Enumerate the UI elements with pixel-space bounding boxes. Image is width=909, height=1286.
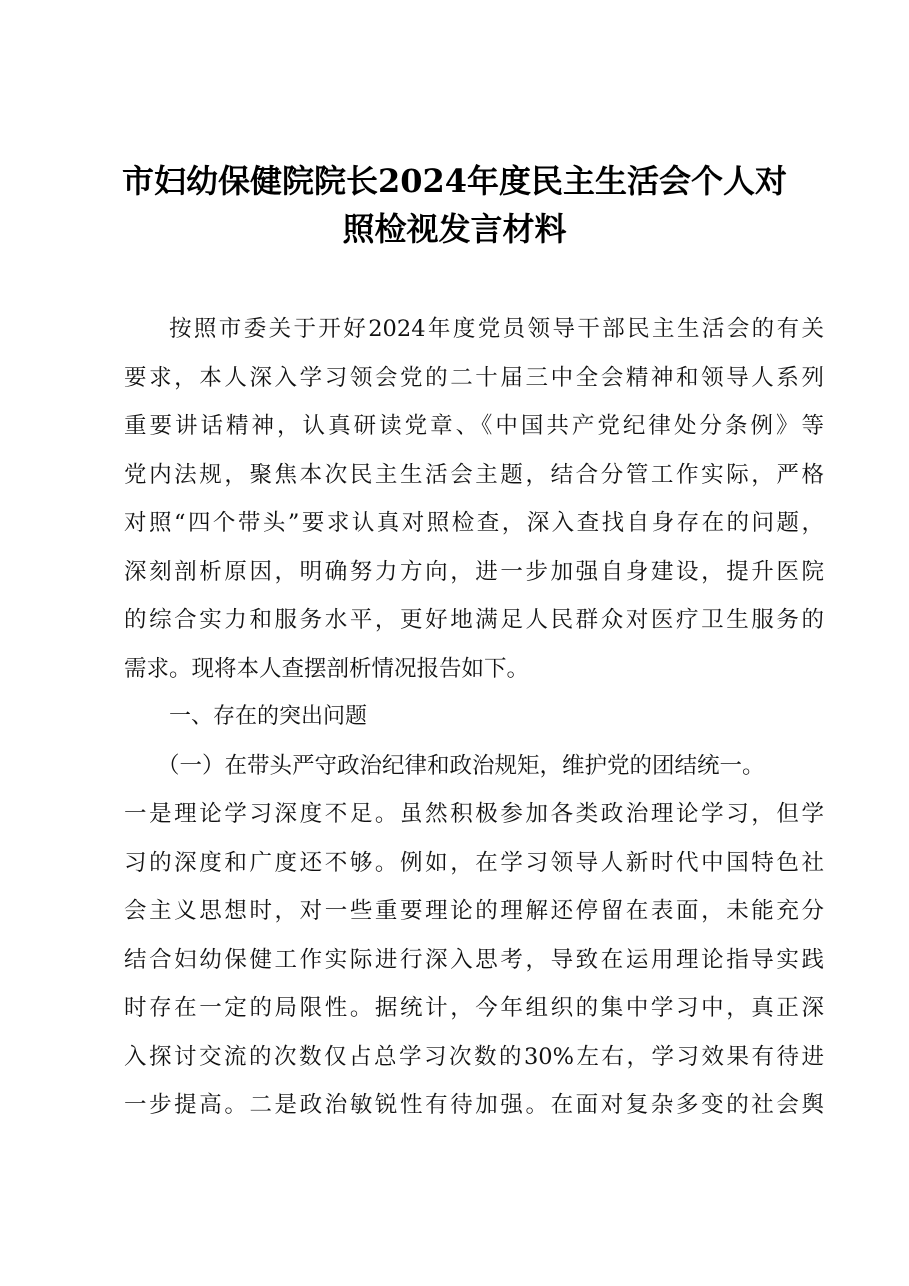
paragraph-2-line-7: 一步提高。二是政治敏锐性有待加强。在面对复杂多变的社会舆 — [124, 1092, 824, 1118]
paragraph-1-line-8: 需求。现将本人查摆剖析情况报告如下。 — [124, 655, 530, 682]
document-title — [80, 157, 829, 253]
paragraph-1-line-4: 党内法规，聚焦本次民主生活会主题，结合分管工作实际，严格 — [124, 461, 824, 488]
paragraph-2-line-1: 一是理论学习深度不足。虽然积极参加各类政治理论学习，但学 — [124, 801, 824, 827]
paragraph-2-line-3: 会主义思想时，对一些重要理论的理解还停留在表面，未能充分 — [124, 898, 824, 924]
subsection-1-heading: （一）在带头严守政治纪律和政治规矩，维护党的团结统一。 — [157, 752, 765, 779]
paragraph-1-line-2: 要求，本人深入学习领会党的二十届三中全会精神和领导人系列 — [124, 364, 824, 391]
paragraph-2-line-6: 入探讨交流的次数仅占总学习次数的30%左右，学习效果有待进 — [124, 1043, 824, 1070]
title-line-2: 照检视发言材料 — [342, 210, 567, 248]
paragraph-1-line-3: 重要讲话精神，认真研读党章、《中国共产党纪律处分条例》等 — [124, 413, 824, 439]
document-body — [124, 309, 824, 1134]
paragraph-1-line-1: 按照市委关于开好2024年度党员领导干部民主生活会的有关 — [169, 316, 824, 342]
section-1-heading: 一、存在的突出问题 — [169, 704, 368, 729]
paragraph-2-line-5: 时存在一定的局限性。据统计，今年组织的集中学习中，真正深 — [124, 995, 824, 1021]
paragraph-2-line-4: 结合妇幼保健工作实际进行深入思考，导致在运用理论指导实践 — [124, 946, 824, 973]
paragraph-1-line-6: 深刻剖析原因，明确努力方向，进一步加强自身建设，提升医院 — [124, 558, 824, 585]
title-line-1: 市妇幼保健院院长2024年度民主生活会个人对 — [121, 162, 788, 200]
paragraph-1-line-5: 对照“四个带头”要求认真对照检查，深入查找自身存在的问题， — [124, 510, 824, 536]
paragraph-1-line-7: 的综合实力和服务水平，更好地满足人民群众对医疗卫生服务的 — [124, 607, 824, 633]
paragraph-2-line-2: 习的深度和广度还不够。例如，在学习领导人新时代中国特色社 — [124, 849, 824, 876]
